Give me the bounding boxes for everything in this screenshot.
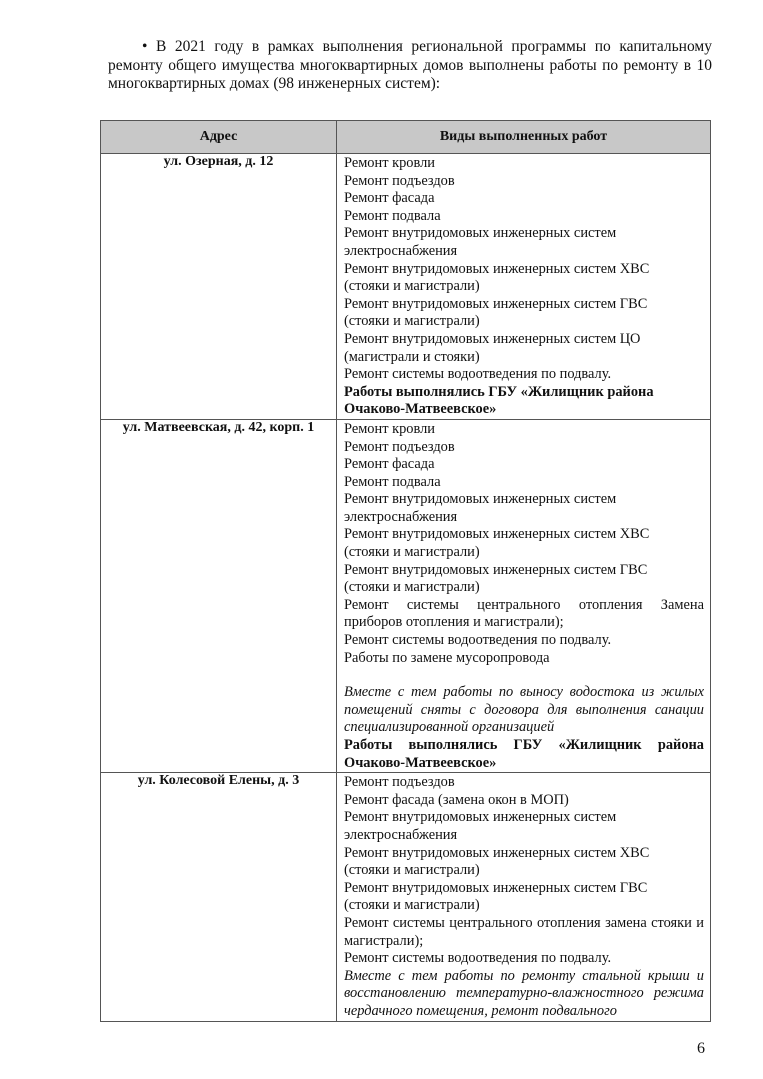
work-item: Ремонт внутридомовых инженерных систем ГВС xyxy=(344,879,648,896)
blank-line xyxy=(344,667,704,684)
work-item: Работы по замене мусоропровода xyxy=(344,649,550,666)
work-item: (магистрали и стояки) xyxy=(344,348,480,365)
work-item: Ремонт подъездов xyxy=(344,438,455,455)
work-item: (стояки и магистрали) xyxy=(344,544,480,561)
contractor-note: Работы выполнялись ГБУ «Жилищник района xyxy=(344,383,654,400)
work-item: Ремонт системы водоотведения по подвалу. xyxy=(344,950,612,967)
column-header-works: Виды выполненных работ xyxy=(337,121,711,154)
table-row xyxy=(101,419,711,772)
work-item: Ремонт системы центрального отопления Замена приборов отопления и магистрали); xyxy=(344,596,704,631)
works-cell xyxy=(337,419,711,772)
work-item: Ремонт подъездов xyxy=(344,774,455,791)
column-header-address: Адрес xyxy=(101,121,337,154)
works-cell xyxy=(337,773,711,1021)
work-item: Ремонт фасада xyxy=(344,456,435,473)
work-item: Ремонт фасада xyxy=(344,190,435,207)
work-item: Ремонт внутридомовых инженерных систем xyxy=(344,225,617,242)
contractor-note: Очаково-Матвеевское» xyxy=(344,401,497,418)
work-item: (стояки и магистрали) xyxy=(344,579,480,596)
work-item: Ремонт системы водоотведения по подвалу. xyxy=(344,366,612,383)
work-item: (стояки и магистрали) xyxy=(344,313,480,330)
work-item: Ремонт внутридомовых инженерных систем ХВС xyxy=(344,844,650,861)
repair-works-table xyxy=(100,120,711,1022)
work-item: Ремонт внутридомовых инженерных систем ГВС xyxy=(344,295,648,312)
work-item: электроснабжения xyxy=(344,242,458,259)
work-item: электроснабжения xyxy=(344,508,458,525)
contractor-note: Работы выполнялись ГБУ «Жилищник района Очаково-Матвеевское» xyxy=(344,737,704,771)
work-item: Ремонт внутридомовых инженерных систем ХВС xyxy=(344,526,650,543)
bullet-marker: • xyxy=(142,38,148,55)
work-item: Ремонт подвала xyxy=(344,207,441,224)
work-item: (стояки и магистрали) xyxy=(344,278,480,295)
table-row xyxy=(101,773,711,1021)
work-item: Ремонт подвала xyxy=(344,473,441,490)
work-item: (стояки и магистрали) xyxy=(344,897,480,914)
work-item: Ремонт внутридомовых инженерных систем ЦО xyxy=(344,330,641,347)
page-number: 6 xyxy=(697,1040,705,1057)
work-item: Ремонт внутридомовых инженерных систем ХВС xyxy=(344,260,650,277)
address-cell: ул. Колесовой Елены, д. 3 xyxy=(101,773,337,1021)
address-cell: ул. Матвеевская, д. 42, корп. 1 xyxy=(101,419,337,772)
work-item: Ремонт внутридомовых инженерных систем xyxy=(344,809,617,826)
intro-text: В 2021 году в рамках выполнения региональной программы по капитальному ремонту общего имущества многоквартирных домов выполнены работы по ремонту в 10 многоквартирных домах (98 инженерных систем): xyxy=(108,38,712,92)
work-item: Ремонт кровли xyxy=(344,155,435,171)
work-item: Ремонт кровли xyxy=(344,420,435,437)
work-item: (стояки и магистрали) xyxy=(344,862,480,879)
work-item: Ремонт системы водоотведения по подвалу. xyxy=(344,632,612,649)
work-item: Ремонт подъездов xyxy=(344,172,455,189)
work-item: электроснабжения xyxy=(344,826,458,843)
work-item: Ремонт внутридомовых инженерных систем xyxy=(344,491,617,508)
italic-note: Вместе с тем работы по ремонту стальной крыши и восстановлению температурно-влажностного режима чердачного помещения, ремонт подвального xyxy=(344,967,704,1019)
works-cell xyxy=(337,154,711,420)
work-item: Ремонт фасада (замена окон в МОП) xyxy=(344,791,569,808)
address-cell: ул. Озерная, д. 12 xyxy=(101,154,337,420)
table-header-row xyxy=(101,121,711,154)
intro-paragraph xyxy=(108,38,712,94)
work-item: Ремонт внутридомовых инженерных систем ГВС xyxy=(344,561,648,578)
table-row xyxy=(101,154,711,420)
work-item: Ремонт системы центрального отопления замена стояки и магистрали); xyxy=(344,914,704,949)
italic-note: Вместе с тем работы по выносу водостока из жилых помещений сняты с договора для выполнения санации специализированной организацией xyxy=(344,684,704,736)
